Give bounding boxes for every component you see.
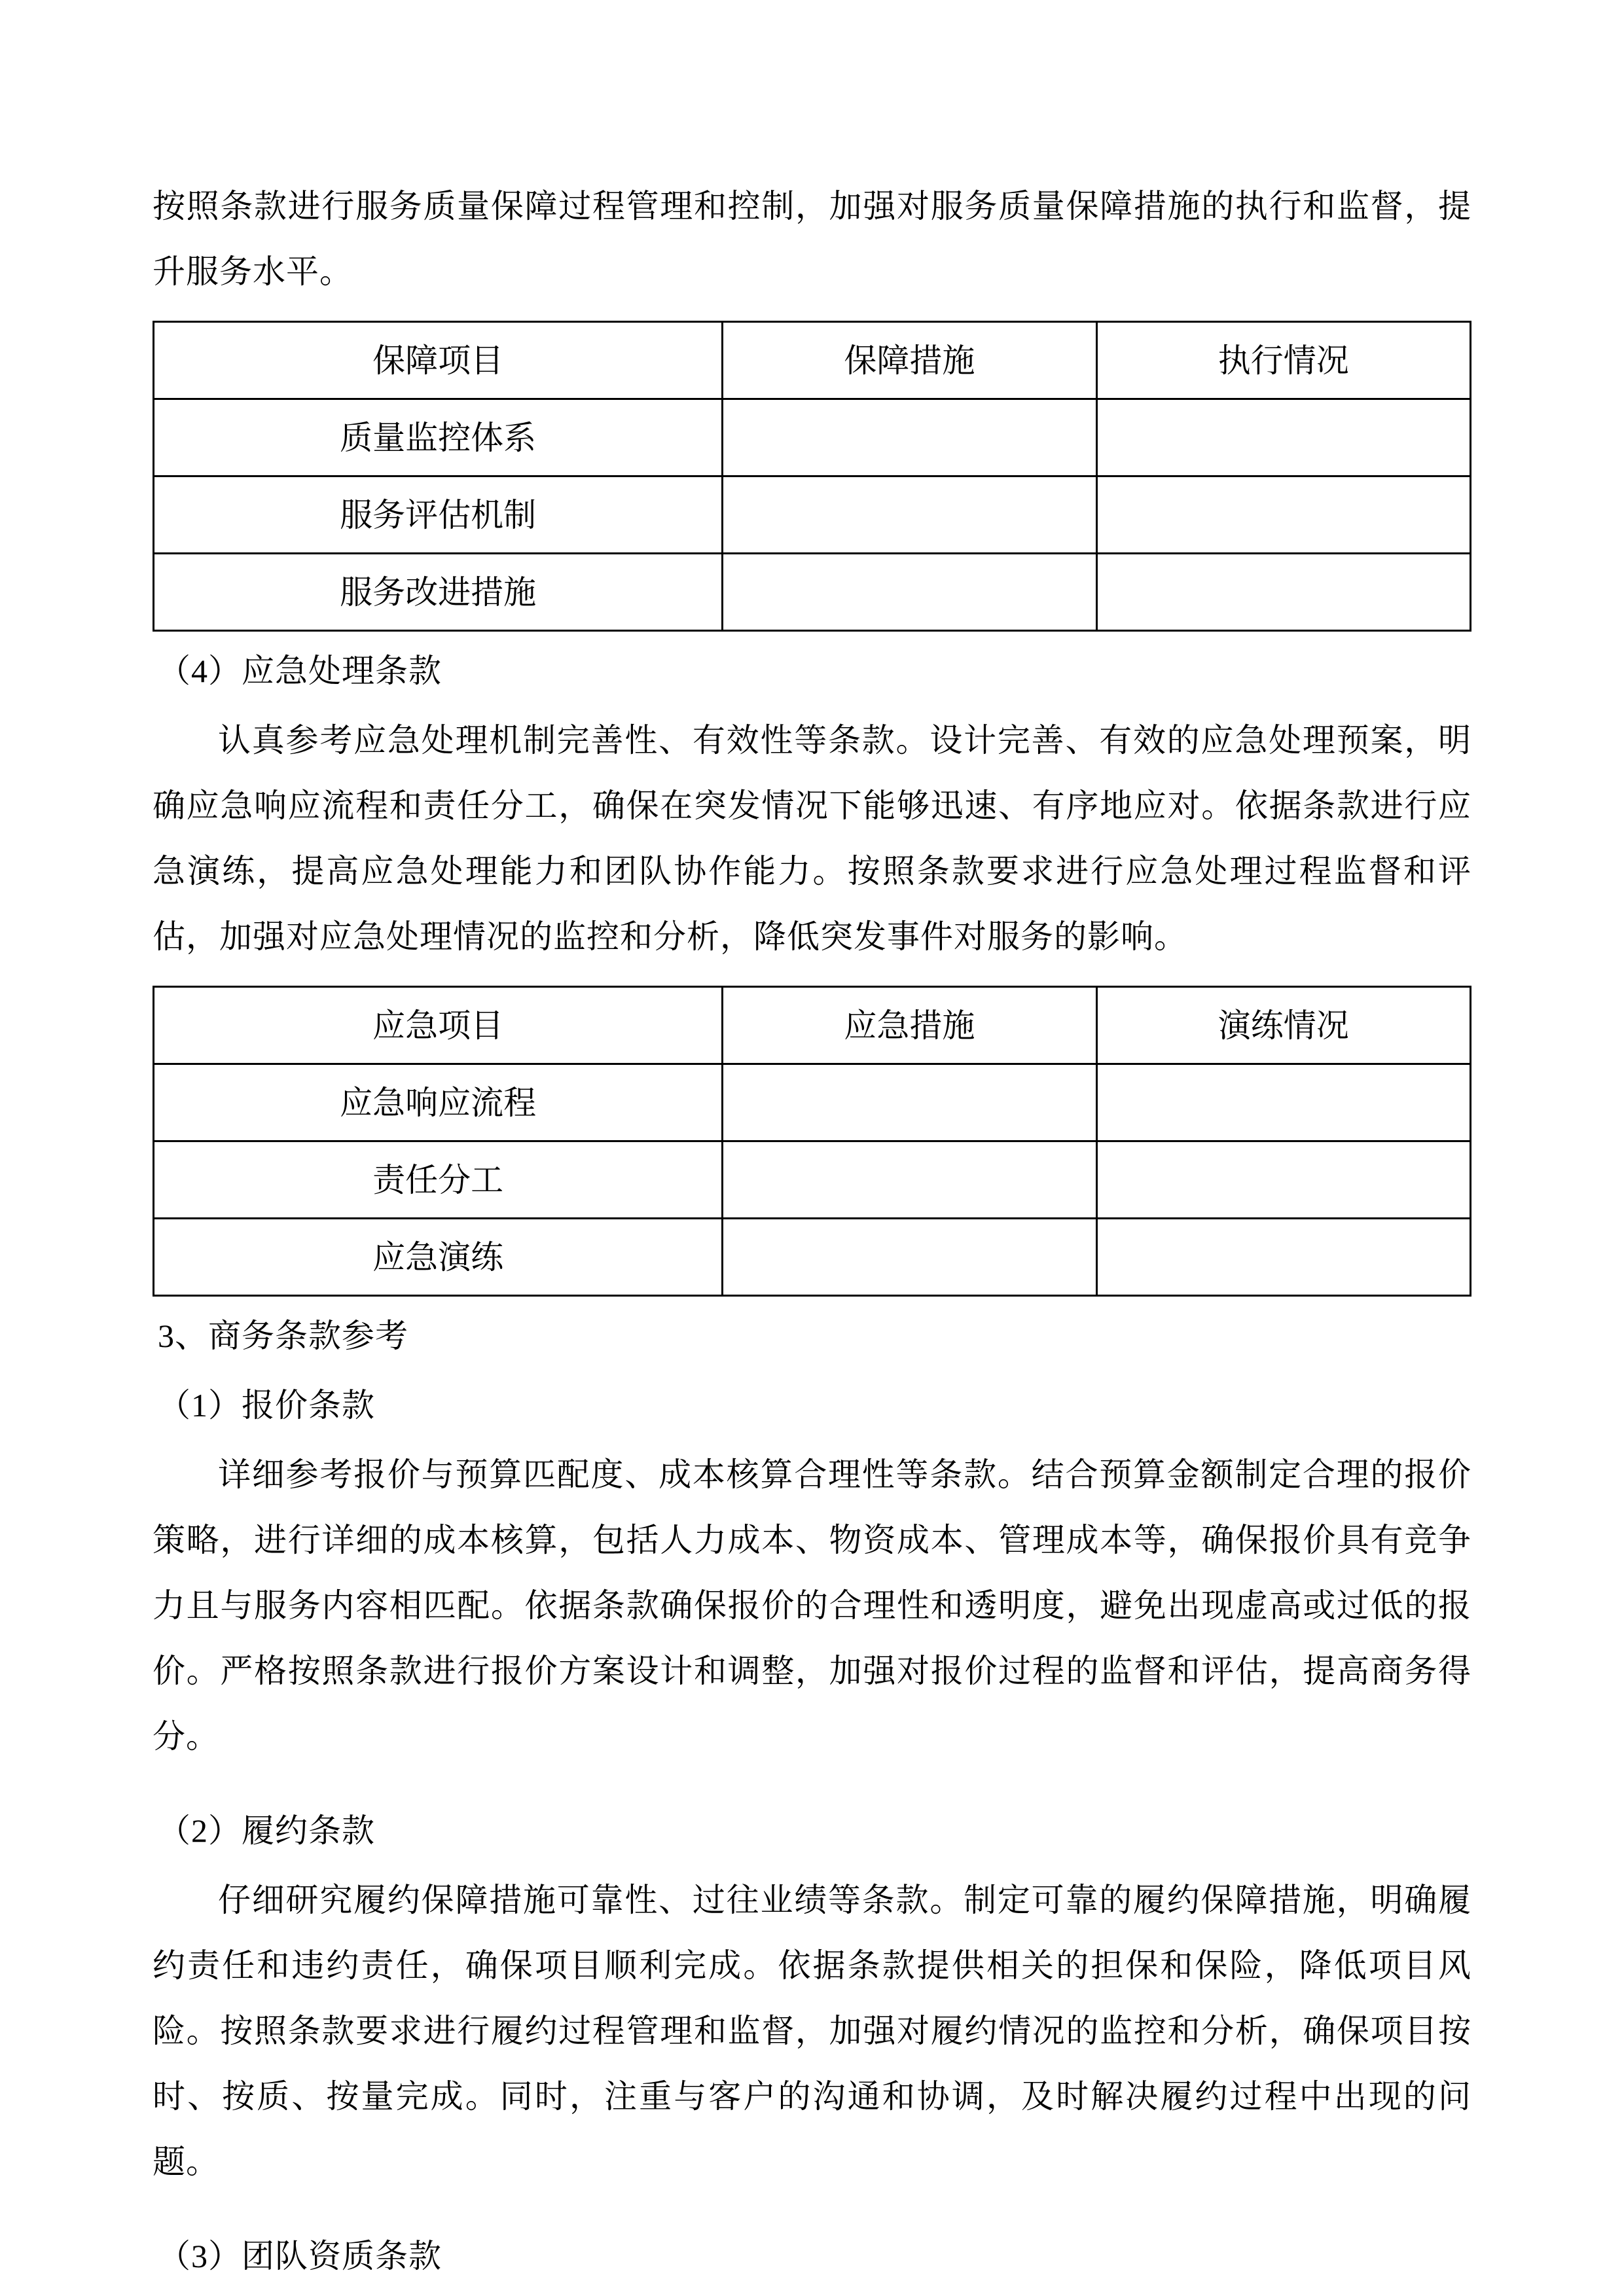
- row-label-cell: 服务改进措施: [154, 554, 723, 631]
- heading-quote-clause: （1）报价条款: [158, 1387, 375, 1424]
- table-row: [154, 554, 1471, 631]
- paragraph-emergency: 认真参考应急处理机制完善性、有效性等条款。设计完善、有效的应急处理预案，明确应急响应流程和责任分工，确保在突发情况下能够迅速、有序地应对。依据条款进行应急演练，提高应急处理能力和团队协作能力。按照条款要求进行应急处理过程监督和评估，加强对应急处理情况的监控和分析，降低突发事件对服务的影响。: [153, 722, 1471, 955]
- header-cell-guarantee-measure: 保障措施: [723, 322, 1096, 399]
- header-cell-emergency-item: 应急项目: [154, 987, 723, 1064]
- empty-cell: [723, 399, 1096, 476]
- empty-cell: [1096, 1064, 1470, 1141]
- header-cell-guarantee-item: 保障项目: [154, 322, 723, 399]
- heading-team-qualification-clause: （3）团队资质条款: [158, 2238, 442, 2274]
- header-cell-execution-status: 执行情况: [1096, 322, 1470, 399]
- empty-cell: [1096, 1219, 1470, 1296]
- quality-assurance-table: [153, 321, 1471, 632]
- paragraph-quote: 详细参考报价与预算匹配度、成本核算合理性等条款。结合预算金额制定合理的报价策略，进行详细的成本核算，包括人力成本、物资成本、管理成本等，确保报价具有竞争力且与服务内容相匹配。依据条款确保报价的合理性和透明度，避免出现虚高或过低的报价。严格按照条款进行报价方案设计和调整，加强对报价过程的监督和评估，提高商务得分。: [153, 1456, 1471, 1755]
- empty-cell: [1096, 399, 1470, 476]
- table-row: [154, 1219, 1471, 1296]
- empty-cell: [723, 554, 1096, 631]
- row-label-cell: 质量监控体系: [154, 399, 723, 476]
- table-row: [154, 1064, 1471, 1141]
- table-row: [154, 399, 1471, 476]
- table-row: [154, 476, 1471, 554]
- empty-cell: [723, 1219, 1096, 1296]
- row-label-cell: 服务评估机制: [154, 476, 723, 554]
- row-label-cell: 责任分工: [154, 1141, 723, 1219]
- table-header-row: [154, 987, 1471, 1064]
- empty-cell: [1096, 1141, 1470, 1219]
- emergency-table: [153, 986, 1471, 1297]
- header-cell-emergency-measure: 应急措施: [723, 987, 1096, 1064]
- empty-cell: [1096, 476, 1470, 554]
- heading-business-terms: 3、商务条款参考: [158, 1318, 408, 1354]
- empty-cell: [723, 1141, 1096, 1219]
- table-header-row: [154, 322, 1471, 399]
- empty-cell: [1096, 554, 1470, 631]
- paragraph-quality-control: 按照条款进行服务质量保障过程管理和控制，加强对服务质量保障措施的执行和监督，提升服务水平。: [153, 188, 1471, 290]
- header-cell-drill-status: 演练情况: [1096, 987, 1470, 1064]
- paragraph-performance: 仔细研究履约保障措施可靠性、过往业绩等条款。制定可靠的履约保障措施，明确履约责任和违约责任，确保项目顺利完成。依据条款提供相关的担保和保险，降低项目风险。按照条款要求进行履约过程管理和监督，加强对履约情况的监控和分析，确保项目按时、按质、按量完成。同时，注重与客户的沟通和协调，及时解决履约过程中出现的问题。: [153, 1882, 1471, 2180]
- empty-cell: [723, 476, 1096, 554]
- heading-performance-clause: （2）履约条款: [158, 1812, 375, 1849]
- table-row: [154, 1141, 1471, 1219]
- heading-emergency-clause: （4）应急处理条款: [158, 653, 442, 689]
- row-label-cell: 应急演练: [154, 1219, 723, 1296]
- empty-cell: [723, 1064, 1096, 1141]
- row-label-cell: 应急响应流程: [154, 1064, 723, 1141]
